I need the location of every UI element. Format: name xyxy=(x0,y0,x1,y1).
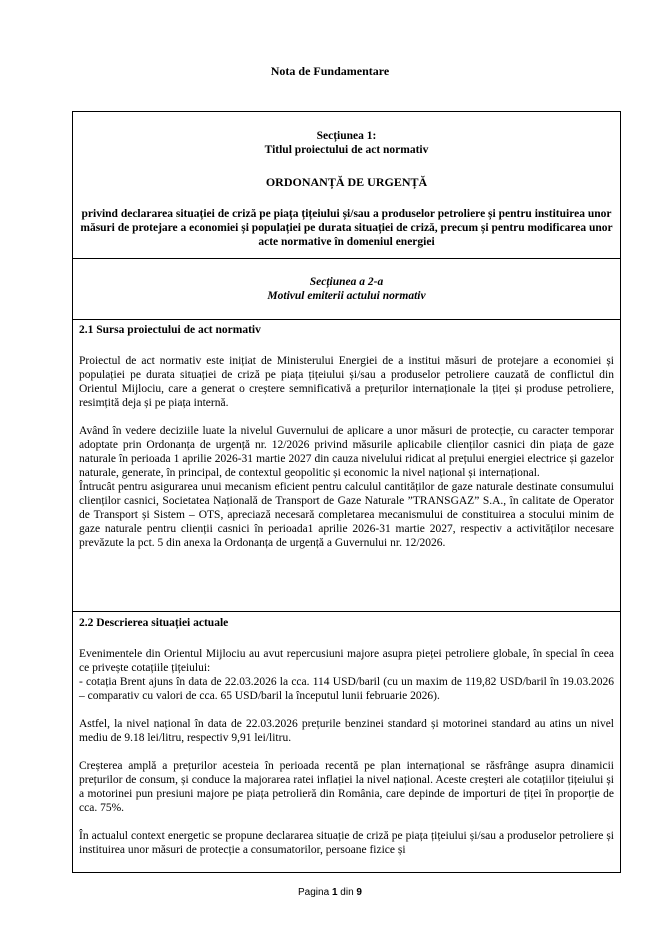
total-pages-number: 9 xyxy=(356,887,362,898)
section-2-title: Motivul emiterii actului normativ xyxy=(267,290,426,302)
paragraph: Având în vedere deciziile luate la nivelul Guvernului de aplicare a unor măsuri de protecție, cu caracter temporar adoptate prin Ordonanța de urgență nr. 12/2026 privind măsurile aplicabile clienților casnici din piața de gaze naturale în perioada 1 aprilie 2026-31 martie 2027 din cauza nivelului ridicat al prețului energiei electrice și gazelor naturale, generate, în principal, de contextul geopolitic și economic la nivel național și internațional. xyxy=(79,425,614,479)
page-separator: din xyxy=(340,887,354,898)
paragraph: Evenimentele din Orientul Mijlociu au avut repercusiuni majore asupra pieței petroliere globale, în special în ceea ce privește cotațiile țițeiului: xyxy=(79,648,614,674)
current-page-number: 1 xyxy=(331,887,338,898)
act-description: privind declararea situației de criză pe piața țițeiului și/sau a produselor petroliere și pentru instituirea unor măsuri de protejare a economiei și populației pe durata situației de criză, precum și pentru modificarea unor acte normative în domeniul energiei xyxy=(80,208,613,248)
page-footer xyxy=(0,887,660,898)
section-1-title: Titlul proiectului de act normativ xyxy=(264,144,429,156)
document-table xyxy=(72,111,621,873)
subsection-2-1 xyxy=(73,320,620,612)
paragraph: - cotația Brent ajuns în data de 22.03.2026 la cca. 114 USD/baril (cu un maxim de 119,82 USD/baril în 19.03.2026 – comparativ cu valori de cca. 65 USD/baril la începutul lunii februarie 2026). xyxy=(79,676,614,702)
paragraph: În actualul context energetic se propune declararea situație de criză pe piața țițeiului și/sau a produselor petroliere și instituirea unor măsuri de protecție a consumatorilor, persoane fizice și xyxy=(79,830,614,856)
subsection-2-1-heading: 2.1 Sursa proiectului de act normativ xyxy=(79,324,261,336)
page-label: Pagina xyxy=(298,887,330,898)
act-type-heading: ORDONANȚĂ DE URGENȚĂ xyxy=(265,175,428,189)
paragraph: Creșterea amplă a prețurilor acesteia în perioada recentă pe plan internațional se răsfrânge asupra dinamicii prețurilor de consum, și conduce la majorarea ratei inflației la nivel național. Aceste creșteri ale cotațiilor țițeiului și a motorinei pun presiuni majore pe piața petrolieră din România, care depinde de importuri de țiței în proporție de cca. 75%. xyxy=(79,760,614,814)
subsection-2-2 xyxy=(73,612,620,857)
document-title: Nota de Fundamentare xyxy=(270,64,390,78)
section-2 xyxy=(73,259,620,320)
section-2-heading: Secțiunea a 2-a xyxy=(309,276,384,288)
paragraph: Întrucât pentru asigurarea unui mecanism eficient pentru calculul cantităților de gaze naturale destinate consumului clienților casnici, Societatea Națională de Transport de Gaze Naturale ”TRANSGAZ” S.A., în calitate de Operator de Transport și Sistem – OTS, apreciază necesară completarea mecanismului de constituirea a stocului minim de gaze naturale pentru clienții casnici în perioada1 aprilie 2026-31 martie 2027, respectiv a activităților necesare prevăzute la pct. 5 din anexa la Ordonanța de urgență a Guvernului nr. 12/2026. xyxy=(79,481,614,549)
paragraph: Proiectul de act normativ este inițiat de Ministerului Energiei de a institui măsuri de protejare a economiei și populației pe durata situației de criză pe piața țițeiului și/sau a produselor petroliere cauzată de conflictul din Orientul Mijlociu, care a generat o creștere semnificativă a prețurilor internaționale la țiței și produse petroliere, resimțită deja și pe piața internă. xyxy=(79,355,614,409)
paragraph: Astfel, la nivel național în data de 22.03.2026 prețurile benzinei standard și motorinei standard au atins un nivel mediu de 9.18 lei/litru, respectiv 9,91 lei/litru. xyxy=(79,718,614,744)
subsection-2-2-heading: 2.2 Descrierea situației actuale xyxy=(79,617,229,629)
section-1 xyxy=(73,112,620,259)
section-1-heading: Secțiunea 1: xyxy=(316,130,377,142)
